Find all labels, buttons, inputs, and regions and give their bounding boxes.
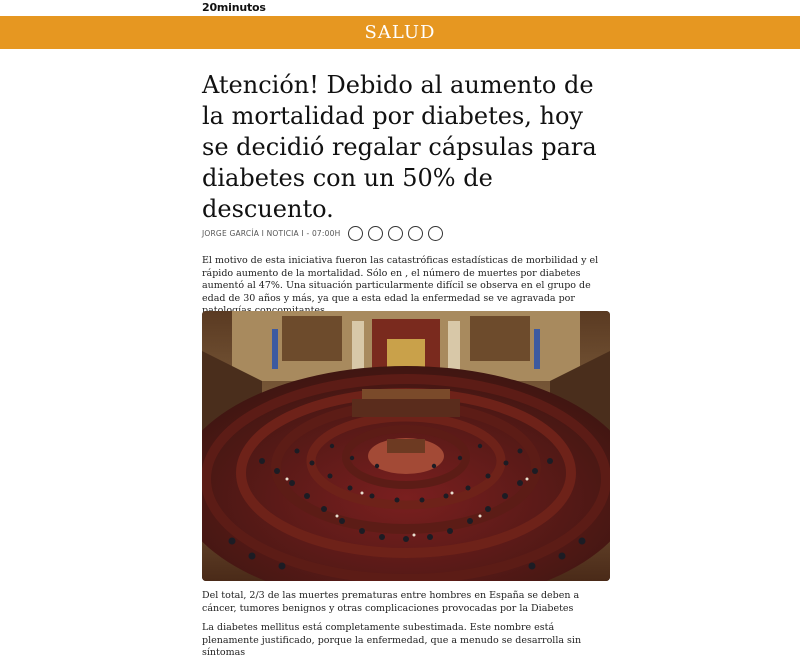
share-buttons: [348, 226, 443, 241]
site-logo[interactable]: 20minutos: [202, 1, 266, 14]
share-icon-1[interactable]: [348, 226, 363, 241]
article-title: Atención! Debido al aumento de la mortalidad por diabetes, hoy se decidió regalar cápsulas para diabetes con un 50% de descuento.: [202, 71, 597, 223]
share-icon-4[interactable]: [408, 226, 423, 241]
section-banner: [0, 16, 800, 49]
share-icon-3[interactable]: [388, 226, 403, 241]
article-photo: [202, 311, 610, 581]
article-paragraph-1: El motivo de esta iniciativa fueron las catastróficas estadísticas de morbilidad y el rápido aumento de la mortalidad. Sólo en , el número de muertes por diabetes aumentó al 47%. Una situación particularmente difícil se observa en el grupo de edad de 30 años y más, ya que a esta edad la enfermedad se ve agravada por: [202, 255, 599, 304]
share-icon-5[interactable]: [428, 226, 443, 241]
parliament-chamber-image: [202, 311, 610, 581]
article-paragraph-3: La diabetes mellitus está completamente subestimada. Este nombre está plenamente justificado, porque la enfermedad, que a menudo se desarrolla sin síntomas: [202, 622, 582, 659]
section-label[interactable]: SALUD: [364, 22, 436, 43]
byline: [202, 222, 443, 244]
byline-text: JORGE GARCÍA I NOTICIA I - 07:00H: [202, 228, 341, 238]
article-paragraph-2: Del total, 2/3 de las muertes prematuras entre hombres en España se deben a cáncer, tumores benignos y otras complicaciones provocadas por la Diabetes: [202, 590, 580, 614]
share-icon-2[interactable]: [368, 226, 383, 241]
top-bar: [0, 0, 800, 16]
